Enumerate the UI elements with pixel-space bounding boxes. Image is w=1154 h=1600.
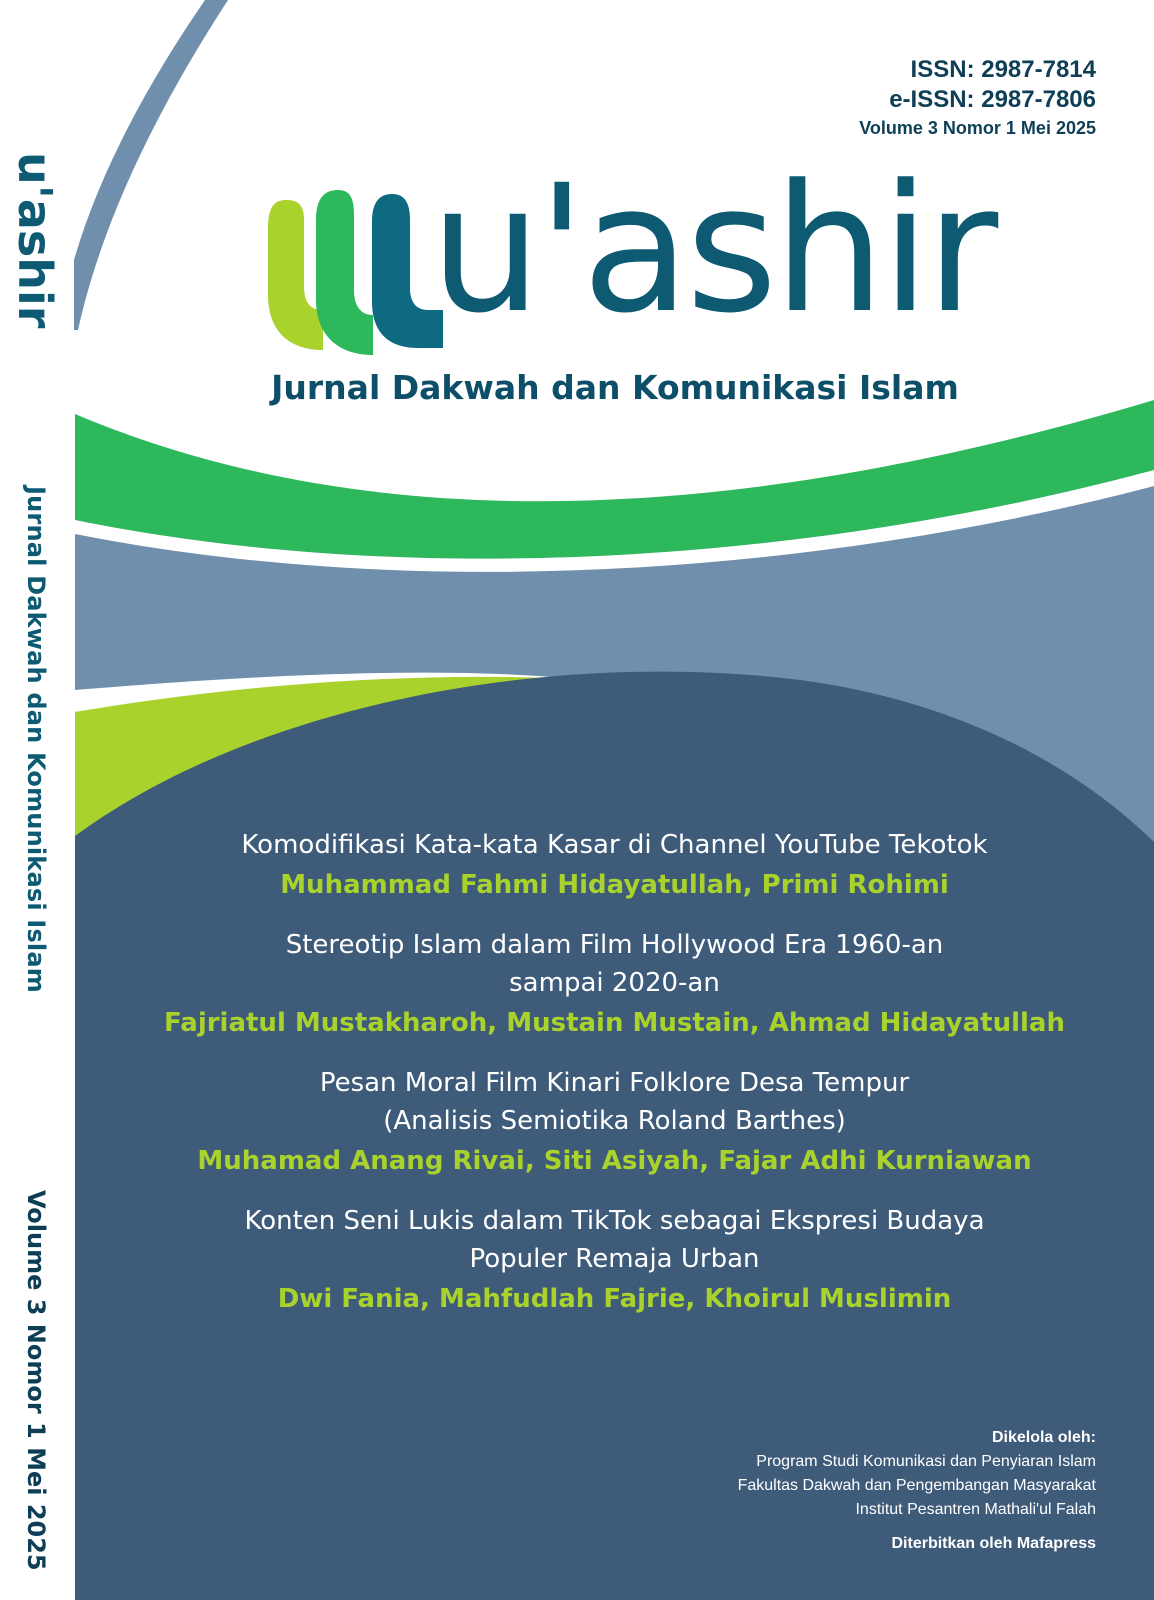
article-item — [75, 926, 1154, 1044]
spine-journal-title: Jurnal Dakwah dan Komunikasi Islam — [22, 486, 50, 993]
spine-volume: Volume 3 Nomor 1 Mei 2025 — [22, 1190, 50, 1571]
article-authors: Fajriatul Mustakharoh, Mustain Mustain, Ahmad Hidayatullah — [164, 1008, 1065, 1038]
article-title-continued: Populer Remaja Urban — [469, 1244, 760, 1274]
spine-swoosh — [74, 0, 228, 330]
managed-by-program: Program Studi Komunikasi dan Penyiaran Islam — [756, 1453, 1096, 1470]
article-list — [75, 826, 1154, 1340]
article-item — [75, 1202, 1154, 1320]
article-title: Pesan Moral Film Kinari Folklore Desa Tempur — [319, 1068, 910, 1098]
article-item — [75, 826, 1154, 906]
publisher-footer — [738, 1426, 1096, 1556]
article-title: Stereotip Islam dalam Film Hollywood Era 1960-an — [285, 930, 944, 960]
issn: ISSN: 2987-7814 — [910, 56, 1096, 83]
article-title: Konten Seni Lukis dalam TikTok sebagai Ekspresi Budaya — [244, 1206, 985, 1236]
journal-subtitle: Jurnal Dakwah dan Komunikasi Islam — [271, 368, 959, 407]
managed-by-faculty: Fakultas Dakwah dan Pengembangan Masyarakat — [737, 1477, 1096, 1494]
publisher-line: Diterbitkan oleh Mafapress — [891, 1535, 1096, 1552]
volume-info: Volume 3 Nomor 1 Mei 2025 — [859, 118, 1096, 138]
managed-by-label: Dikelola oleh: — [991, 1429, 1096, 1446]
managed-by-institute: Institut Pesantren Mathali'ul Falah — [855, 1501, 1096, 1518]
article-authors: Muhammad Fahmi Hidayatullah, Primi Rohimi — [280, 870, 949, 900]
masthead-logo — [268, 147, 995, 360]
spine-logo-text: u'ashir — [8, 152, 62, 329]
e-issn: e-ISSN: 2987-7806 — [889, 86, 1096, 113]
article-title-continued: sampai 2020-an — [509, 968, 720, 998]
spine-logo — [8, 152, 62, 328]
article-authors: Muhamad Anang Rivai, Siti Asiyah, Fajar Adhi Kurniawan — [197, 1146, 1032, 1176]
article-title: Komodifikasi Kata-kata Kasar di Channel YouTube Tekotok — [241, 830, 988, 860]
article-title-continued: (Analisis Semiotika Roland Barthes) — [383, 1106, 846, 1136]
article-authors: Dwi Fania, Mahfudlah Fajrie, Khoirul Muslimin — [277, 1284, 952, 1314]
article-item — [75, 1064, 1154, 1182]
masthead-logo-text: u'ashir — [430, 147, 995, 352]
